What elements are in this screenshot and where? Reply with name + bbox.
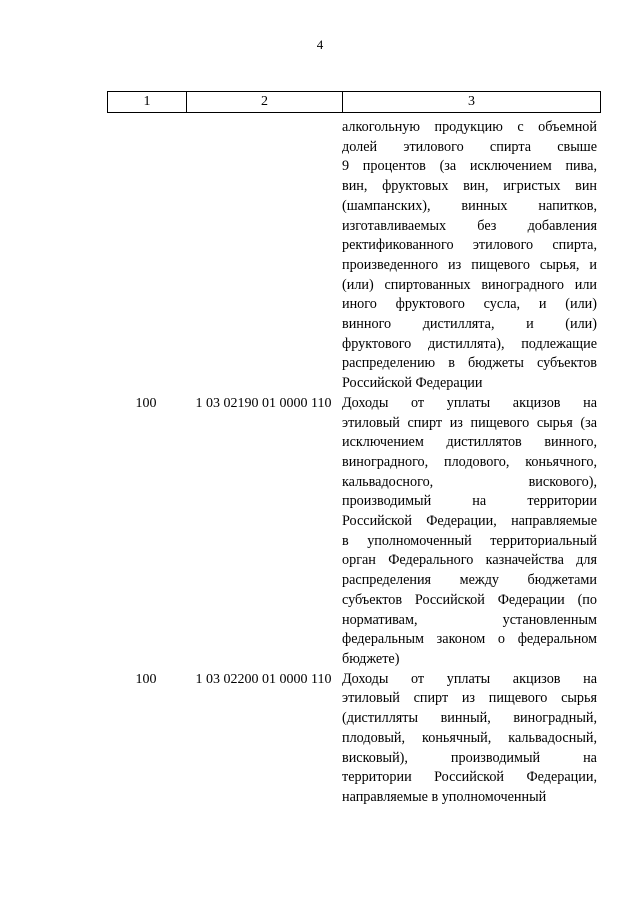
description-line: (шампанских), винных напитков,: [342, 197, 597, 214]
column-header-1: 1: [108, 92, 187, 113]
description-line: субъектов Российской Федерации (по: [342, 591, 597, 608]
description-line: плодовый, коньячный, кальвадосный,: [342, 729, 597, 746]
table-row: [107, 394, 599, 670]
description-line: кальвадосного, вискового),: [342, 473, 597, 490]
column-header-row: [108, 92, 601, 113]
table-row: [107, 118, 599, 394]
description-line: распределения между бюджетами: [342, 572, 597, 589]
description-cell: [342, 670, 597, 808]
description-line: висковый), производимый на: [342, 749, 597, 766]
description-line: производимый на территории: [342, 493, 597, 510]
description-line: нормативам, установленным: [342, 611, 597, 628]
column-header-table: [107, 91, 601, 113]
description-line: произведенного из пищевого сырья, и: [342, 256, 597, 273]
description-line: бюджете): [342, 650, 400, 667]
description-line: виноградного, плодового, коньячного,: [342, 453, 597, 470]
description-line: федеральным законом о федеральном: [342, 631, 597, 648]
description-line: долей этилового спирта свыше: [342, 138, 597, 155]
description-line: Доходы от уплаты акцизов на: [342, 394, 597, 411]
description-cell: [342, 394, 597, 670]
page-number: 4: [316, 37, 324, 52]
description-line: Российской Федерации: [342, 375, 483, 392]
column-header-3: 3: [343, 92, 601, 113]
description-line: (дистилляты винный, виноградный,: [342, 710, 597, 727]
description-line: алкогольную продукцию с объемной: [342, 119, 597, 135]
description-line: этиловый спирт из пищевого сырья (за: [342, 414, 597, 431]
description-line: фруктового дистиллята), подлежащие: [342, 335, 597, 352]
description-line: ректификованного этилового спирта,: [342, 237, 597, 254]
column-header-2: 2: [187, 92, 343, 113]
budget-code-cell: 1 03 02190 01 0000 110: [195, 395, 332, 411]
table-body: [107, 118, 599, 808]
description-line: Доходы от уплаты акцизов на: [342, 670, 597, 687]
description-line: (или) спиртованных виноградного или: [342, 276, 597, 293]
description-line: вин, фруктовых вин, игристых вин: [342, 178, 597, 195]
description-line: распределению в бюджеты субъектов: [342, 355, 597, 372]
description-line: винного дистиллята, и (или): [342, 316, 597, 333]
description-line: территории Российской Федерации,: [342, 769, 597, 786]
budget-code-cell: 1 03 02200 01 0000 110: [195, 671, 332, 687]
table-row: [107, 670, 599, 808]
description-line: этиловый спирт из пищевого сырья: [342, 690, 597, 707]
description-line: Российской Федерации, направляемые: [342, 513, 597, 530]
description-cell: [342, 118, 597, 394]
description-line: иного фруктового сусла, и (или): [342, 296, 597, 313]
description-line: 9 процентов (за исключением пива,: [342, 158, 597, 175]
admin-code-cell: 100: [135, 395, 157, 411]
description-line: направляемые в уполномоченный: [342, 788, 547, 805]
description-line: исключением дистиллятов винного,: [342, 434, 597, 451]
description-line: орган Федерального казначейства для: [342, 552, 597, 569]
description-line: изготавливаемых без добавления: [342, 217, 597, 234]
description-line: в уполномоченный территориальный: [342, 532, 597, 549]
admin-code-cell: 100: [135, 671, 157, 687]
